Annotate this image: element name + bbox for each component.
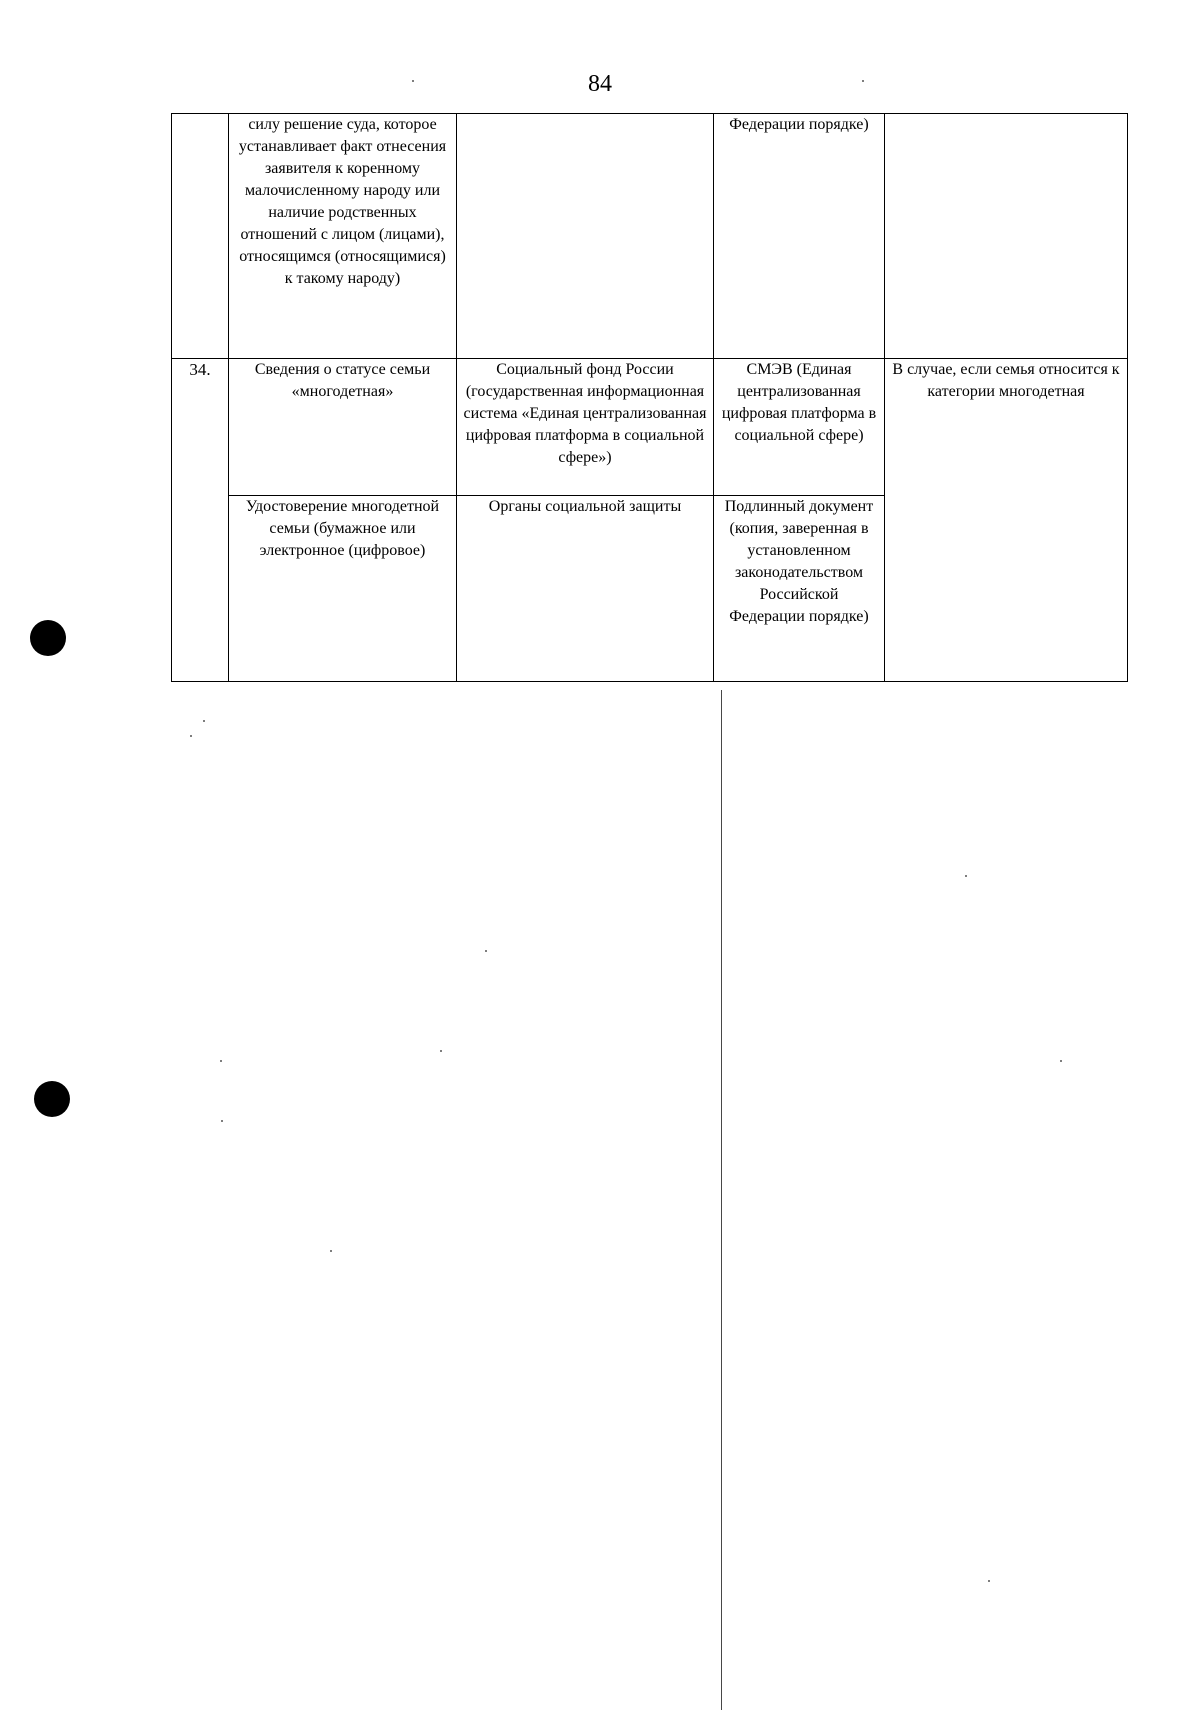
- document-cell: Сведения о статусе семьи «многодетная»: [229, 359, 457, 496]
- number-cell-empty: [172, 114, 229, 359]
- scan-speck: [412, 80, 414, 82]
- source-cell-empty: [457, 114, 714, 359]
- table-row-continuation: [172, 114, 1128, 359]
- scan-speck: [330, 1250, 332, 1252]
- scan-speck: [988, 1580, 990, 1582]
- document-cell: Удостоверение многодетной семьи (бумажное или электронное (цифровое): [229, 496, 457, 682]
- method-cell: Федерации порядке): [714, 114, 885, 359]
- condition-cell: В случае, если семья относится к категории многодетная: [885, 359, 1128, 682]
- punch-hole: [34, 1081, 70, 1117]
- scan-speck: [485, 950, 487, 952]
- requirements-table: [171, 113, 1128, 682]
- source-cell: Органы социальной защиты: [457, 496, 714, 682]
- source-cell: Социальный фонд России (государственная информационная система «Единая централизованная цифровая платформа в социальной сфере»): [457, 359, 714, 496]
- scan-speck: [221, 1120, 223, 1122]
- page-number: 84: [588, 71, 612, 97]
- method-cell: СМЭВ (Единая централизованная цифровая платформа в социальной сфере): [714, 359, 885, 496]
- row-number: 34.: [172, 359, 229, 682]
- scan-speck: [190, 735, 192, 737]
- scan-speck: [440, 1050, 442, 1052]
- scan-artifact-line: [721, 690, 722, 1710]
- table-row-34a: [172, 359, 1128, 496]
- punch-hole: [30, 620, 66, 656]
- document-cell: силу решение суда, которое устанавливает факт отнесения заявителя к коренному малочисленному народу или наличие родственных отношений с лицом (лицами), относящимся (относящимися) к такому народу): [229, 114, 457, 359]
- method-cell: Подлинный документ (копия, заверенная в установленном законодательством Российской Федерации порядке): [714, 496, 885, 682]
- scan-speck: [862, 80, 864, 82]
- scan-speck: [220, 1060, 222, 1062]
- condition-cell-empty: [885, 114, 1128, 359]
- scan-speck: [1060, 1060, 1062, 1062]
- scan-speck: [965, 875, 967, 877]
- scan-speck: [203, 720, 205, 722]
